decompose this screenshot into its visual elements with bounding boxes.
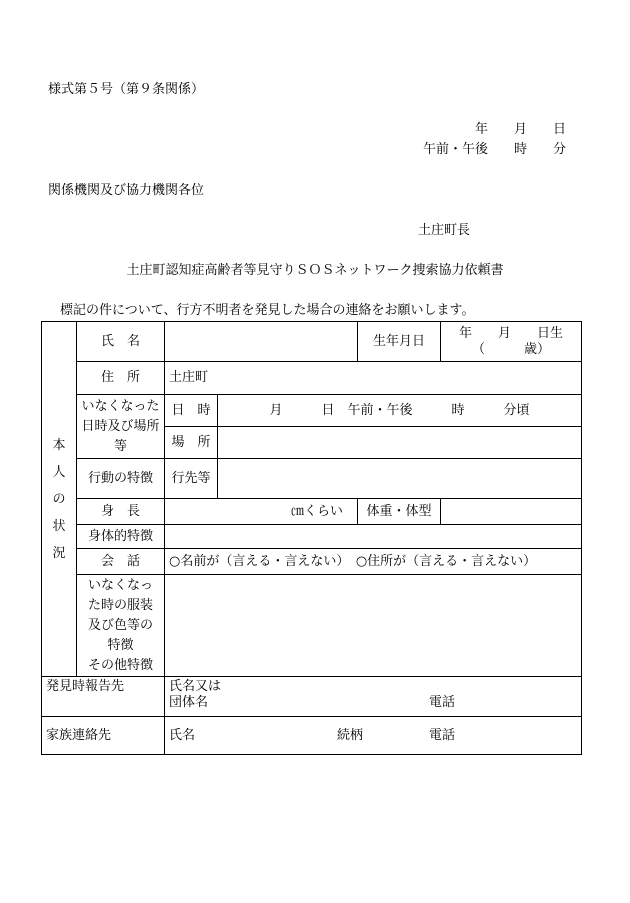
report-row (42, 677, 582, 717)
clothing-label: いなくなっ た時の服装 及び色等の 特徴 その他特徴 (77, 575, 165, 677)
date-line: 年 月 日 (474, 122, 566, 137)
sender: 土庄町長 (417, 223, 470, 238)
clothing-field[interactable] (165, 575, 582, 677)
physical-row (42, 525, 582, 549)
birth-label: 生年月日 (358, 322, 441, 362)
time-line: 午前・午後 時 分 (422, 142, 566, 157)
place-field[interactable] (218, 427, 582, 459)
family-field[interactable]: 氏名 続柄 電話 (165, 717, 582, 755)
document-title: 土庄町認知症高齢者等見守りＳＯＳネットワーク捜索協力依頼書 (126, 263, 504, 278)
form-number: 様式第５号（第９条関係） (48, 82, 205, 97)
height-row (42, 499, 582, 525)
report-label: 発見時報告先 (42, 677, 165, 717)
address-label: 住 所 (77, 362, 165, 395)
behavior-row (42, 459, 582, 499)
destination-field[interactable] (218, 459, 582, 499)
physical-field[interactable] (165, 525, 582, 549)
behavior-label: 行動の特徴 (77, 459, 165, 499)
clothing-row (42, 575, 582, 677)
family-label: 家族連絡先 (42, 717, 165, 755)
recipient: 関係機関及び協力機関各位 (48, 183, 205, 198)
conversation-row (42, 549, 582, 575)
address-row (42, 362, 582, 395)
datetime-field[interactable]: 月 日 午前・午後 時 分頃 (218, 395, 582, 427)
datetime-label: 日 時 (165, 395, 218, 427)
section-label: 本 人 の 状 況 (42, 322, 77, 677)
name-row (42, 322, 582, 362)
family-row (42, 717, 582, 755)
request-form-table (41, 321, 582, 755)
name-label: 氏 名 (77, 322, 165, 362)
datetime-row (42, 395, 582, 427)
height-label: 身 長 (77, 499, 165, 525)
place-label: 場 所 (165, 427, 218, 459)
intro-text: 標記の件について、行方不明者を発見した場合の連絡をお願いします。 (60, 303, 475, 318)
missing-label: いなくなった日時及び場所等 (77, 395, 165, 459)
physical-label: 身体的特徴 (77, 525, 165, 549)
weight-label: 体重・体型 (358, 499, 441, 525)
destination-label: 行先等 (165, 459, 218, 499)
height-field[interactable]: ㎝くらい (165, 499, 358, 525)
address-field[interactable]: 土庄町 (165, 362, 582, 395)
conversation-label: 会 話 (77, 549, 165, 575)
conversation-field[interactable]: ○名前が（言える・言えない） ○住所が（言える・言えない） (165, 549, 582, 575)
report-field[interactable]: 氏名又は 団体名 電話 (165, 677, 582, 717)
weight-field[interactable] (441, 499, 582, 525)
name-field[interactable] (165, 322, 358, 362)
birth-field[interactable]: 年 月 日生 （ 歳） (441, 322, 582, 362)
